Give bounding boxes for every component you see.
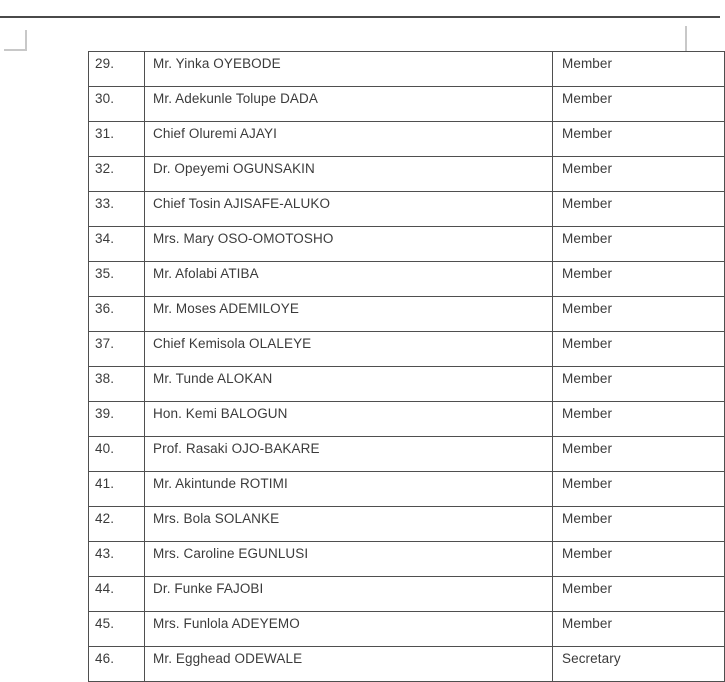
member-name-cell: Mr. Egghead ODEWALE [145,647,553,682]
table-row [89,122,725,157]
member-name-cell: Dr. Funke FAJOBI [145,577,553,612]
member-role-cell: Member [553,402,725,437]
table-row [89,157,725,192]
row-number-cell: 33. [89,192,145,227]
member-role-cell: Member [553,507,725,542]
member-name-cell: Hon. Kemi BALOGUN [145,402,553,437]
member-name-cell: Mr. Adekunle Tolupe DADA [145,87,553,122]
member-role-cell: Member [553,437,725,472]
member-role-cell: Member [553,262,725,297]
row-number-cell: 44. [89,577,145,612]
row-number-cell: 42. [89,507,145,542]
member-name-cell: Mr. Yinka OYEBODE [145,52,553,87]
row-number-cell: 37. [89,332,145,367]
member-role-cell: Member [553,472,725,507]
member-name-cell: Mr. Afolabi ATIBA [145,262,553,297]
member-role-cell: Member [553,87,725,122]
member-role-cell: Member [553,227,725,262]
member-name-cell: Chief Oluremi AJAYI [145,122,553,157]
row-number-cell: 35. [89,262,145,297]
member-role-cell: Member [553,577,725,612]
table-row [89,647,725,682]
member-name-cell: Mr. Akintunde ROTIMI [145,472,553,507]
member-name-cell: Mrs. Mary OSO-OMOTOSHO [145,227,553,262]
row-number-cell: 39. [89,402,145,437]
member-role-cell: Member [553,192,725,227]
table-row [89,192,725,227]
table-row [89,542,725,577]
text-boundary-corner-mark-left [4,30,27,51]
member-name-cell: Mr. Tunde ALOKAN [145,367,553,402]
members-table [88,51,725,682]
row-number-cell: 43. [89,542,145,577]
member-role-cell: Secretary [553,647,725,682]
table-row [89,262,725,297]
member-name-cell: Chief Kemisola OLALEYE [145,332,553,367]
row-number-cell: 31. [89,122,145,157]
member-name-cell: Mrs. Caroline EGUNLUSI [145,542,553,577]
row-number-cell: 38. [89,367,145,402]
text-boundary-corner-mark-right [685,26,707,54]
member-name-cell: Dr. Opeyemi OGUNSAKIN [145,157,553,192]
table-row [89,507,725,542]
member-role-cell: Member [553,122,725,157]
row-number-cell: 41. [89,472,145,507]
member-role-cell: Member [553,367,725,402]
row-number-cell: 46. [89,647,145,682]
member-name-cell: Mrs. Bola SOLANKE [145,507,553,542]
row-number-cell: 34. [89,227,145,262]
table-row [89,332,725,367]
row-number-cell: 30. [89,87,145,122]
member-role-cell: Member [553,297,725,332]
row-number-cell: 32. [89,157,145,192]
table-row [89,87,725,122]
member-role-cell: Member [553,542,725,577]
table-row [89,297,725,332]
member-name-cell: Mrs. Funlola ADEYEMO [145,612,553,647]
table-row [89,472,725,507]
member-role-cell: Member [553,157,725,192]
table-row [89,52,725,87]
table-row [89,577,725,612]
table-row [89,367,725,402]
member-role-cell: Member [553,52,725,87]
row-number-cell: 45. [89,612,145,647]
member-name-cell: Mr. Moses ADEMILOYE [145,297,553,332]
table-row [89,437,725,472]
member-name-cell: Chief Tosin AJISAFE-ALUKO [145,192,553,227]
row-number-cell: 36. [89,297,145,332]
table-row [89,402,725,437]
table-row [89,227,725,262]
table-row [89,612,725,647]
member-role-cell: Member [553,612,725,647]
member-role-cell: Member [553,332,725,367]
row-number-cell: 40. [89,437,145,472]
row-number-cell: 29. [89,52,145,87]
member-name-cell: Prof. Rasaki OJO-BAKARE [145,437,553,472]
page-edge-separator [0,16,720,18]
